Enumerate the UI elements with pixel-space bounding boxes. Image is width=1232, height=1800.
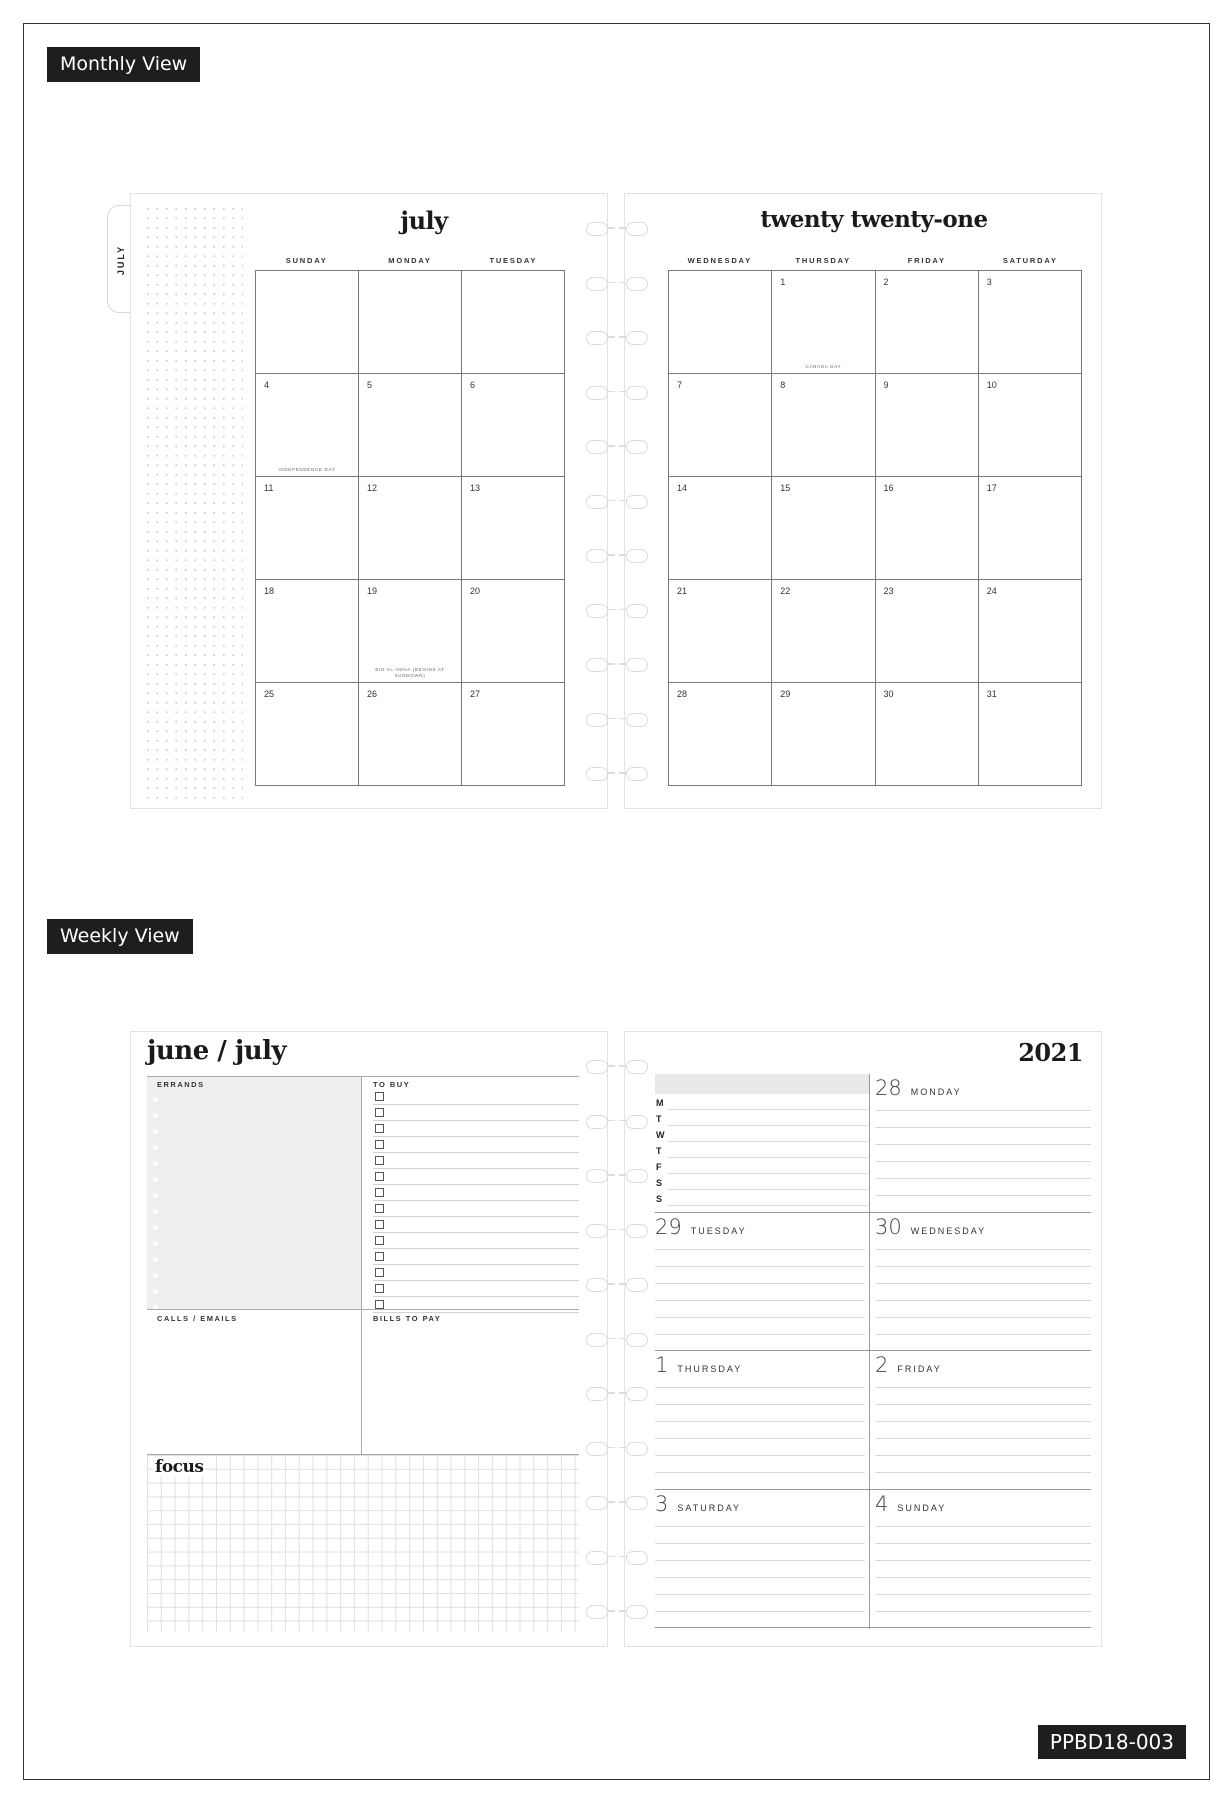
calendar-day-cell[interactable]: [256, 271, 359, 374]
day-number: 5: [367, 380, 373, 390]
binder-disc-icon: [586, 604, 608, 618]
binder-disc-icon: [626, 331, 648, 345]
day-number: 24: [986, 586, 997, 596]
errands-block: [147, 1077, 361, 1309]
errand-bullet: [153, 1209, 158, 1214]
day-name: SATURDAY: [677, 1502, 742, 1513]
writing-line[interactable]: [875, 1283, 1091, 1284]
errand-bullet: [153, 1097, 158, 1102]
calendar-day-cell[interactable]: [256, 580, 359, 683]
writing-line[interactable]: [875, 1300, 1091, 1301]
weekday-header: MONDAY: [388, 256, 432, 265]
calendar-day-cell[interactable]: [772, 683, 875, 786]
overview-rule: [667, 1109, 867, 1110]
calendar-day-cell[interactable]: [462, 580, 565, 683]
day-header: [875, 1078, 962, 1099]
calendar-day-cell[interactable]: [979, 271, 1082, 374]
calendar-day-cell[interactable]: [669, 374, 772, 477]
errand-bullet: [153, 1289, 158, 1294]
day-number: 21: [677, 586, 688, 596]
writing-line[interactable]: [875, 1543, 1091, 1544]
month-tab-label: JULY: [116, 244, 126, 276]
day-number: 28: [875, 1076, 902, 1100]
to-buy-row: [373, 1105, 579, 1121]
checkbox[interactable]: [375, 1252, 384, 1261]
day-number: 20: [470, 586, 481, 596]
day-header: [875, 1491, 947, 1516]
binder-disc-icon: [586, 1496, 608, 1510]
overview-rule: [667, 1189, 867, 1190]
writing-line[interactable]: [655, 1455, 865, 1456]
binder-disc-icon: [586, 1387, 608, 1401]
holiday-note: EID AL-ADHA (BEGINS AT SUNDOWN): [375, 667, 445, 678]
weekday-header: THURSDAY: [795, 256, 851, 265]
writing-line[interactable]: [655, 1404, 865, 1405]
checkbox[interactable]: [375, 1140, 384, 1149]
binder-disc-icon: [626, 277, 648, 291]
checkbox[interactable]: [375, 1124, 384, 1133]
day-number: 9: [883, 380, 889, 390]
day-number: 8: [780, 380, 786, 390]
weekly-view-label: Weekly View: [47, 919, 193, 954]
day-name: FRIDAY: [897, 1364, 942, 1374]
writing-line[interactable]: [875, 1421, 1091, 1422]
day-number: 2: [875, 1353, 889, 1377]
row-separator: [655, 1212, 1091, 1213]
year-label: 2021: [1018, 1038, 1083, 1067]
writing-line[interactable]: [655, 1560, 865, 1561]
weekday-letter: W: [656, 1130, 665, 1140]
writing-line[interactable]: [875, 1127, 1091, 1128]
checkbox[interactable]: [375, 1092, 384, 1101]
year-title: twenty twenty-one: [760, 206, 988, 233]
binder-disc-icon: [586, 386, 608, 400]
day-header: [655, 1214, 747, 1239]
calendar-day-cell[interactable]: [772, 580, 875, 683]
binder-disc-icon: [626, 604, 648, 618]
binder-disc-icon: [626, 1169, 648, 1183]
writing-line[interactable]: [655, 1387, 865, 1388]
to-buy-row: [373, 1137, 579, 1153]
day-number: 29: [780, 689, 791, 699]
calendar-day-cell[interactable]: [876, 271, 979, 374]
to-buy-row: [373, 1249, 579, 1265]
focus-grid[interactable]: [147, 1454, 579, 1632]
day-number: 13: [470, 483, 481, 493]
writing-line[interactable]: [875, 1611, 1091, 1612]
checkbox[interactable]: [375, 1172, 384, 1181]
binder-disc-icon: [586, 658, 608, 672]
writing-line[interactable]: [655, 1300, 865, 1301]
row-separator: [655, 1489, 1091, 1490]
to-buy-row: [373, 1297, 579, 1313]
writing-line[interactable]: [655, 1472, 865, 1473]
to-buy-row: [373, 1233, 579, 1249]
writing-line[interactable]: [655, 1266, 865, 1267]
binder-disc-icon: [626, 1442, 648, 1456]
calendar-day-cell[interactable]: [876, 580, 979, 683]
binder-disc-icon: [626, 440, 648, 454]
writing-line[interactable]: [875, 1161, 1091, 1162]
day-number: 12: [367, 483, 378, 493]
weekday-header: FRIDAY: [907, 256, 946, 265]
binder-disc-icon: [626, 1115, 648, 1129]
writing-line[interactable]: [655, 1577, 865, 1578]
day-number: 26: [367, 689, 378, 699]
weekly-right-page: [624, 1031, 1102, 1647]
day-number: 22: [780, 586, 791, 596]
weekday-letter: M: [656, 1098, 664, 1108]
binder-disc-icon: [626, 1224, 648, 1238]
calendar-day-cell[interactable]: [979, 477, 1082, 580]
writing-line[interactable]: [875, 1455, 1091, 1456]
day-number: 30: [883, 689, 894, 699]
writing-line[interactable]: [655, 1317, 865, 1318]
week-overview-header: [655, 1074, 869, 1094]
day-number: 11: [264, 483, 274, 493]
writing-line[interactable]: [875, 1594, 1091, 1595]
binder-disc-icon: [586, 549, 608, 563]
errand-bullet: [153, 1193, 158, 1198]
writing-line[interactable]: [875, 1526, 1091, 1527]
writing-line[interactable]: [875, 1404, 1091, 1405]
weekday-header: WEDNESDAY: [687, 256, 752, 265]
product-code-badge: PPBD18-003: [1038, 1725, 1186, 1759]
calls-emails-label: CALLS / EMAILS: [157, 1314, 238, 1323]
monthly-left-page: [130, 193, 608, 809]
calendar-day-cell[interactable]: [256, 477, 359, 580]
day-number: 10: [986, 380, 997, 390]
calendar-day-cell[interactable]: [979, 580, 1082, 683]
writing-line[interactable]: [655, 1438, 865, 1439]
to-buy-label: TO BUY: [373, 1080, 411, 1089]
calendar-day-cell[interactable]: [772, 271, 875, 374]
binder-disc-icon: [626, 1496, 648, 1510]
monthly-view-label: Monthly View: [47, 47, 200, 82]
writing-line[interactable]: [875, 1249, 1091, 1250]
row-separator: [655, 1627, 1091, 1628]
writing-line[interactable]: [875, 1144, 1091, 1145]
calendar-day-cell[interactable]: [876, 683, 979, 786]
binder-disc-icon: [586, 1278, 608, 1292]
holiday-note: INDEPENDENCE DAY: [278, 466, 336, 472]
errand-bullet: [153, 1177, 158, 1182]
errand-bullet: [153, 1257, 158, 1262]
calendar-day-cell[interactable]: [359, 683, 462, 786]
weekly-left-page: [130, 1031, 608, 1647]
day-number: 15: [780, 483, 791, 493]
weekday-letter: T: [656, 1146, 662, 1156]
calendar-day-cell[interactable]: [772, 477, 875, 580]
calendar-day-cell[interactable]: [462, 374, 565, 477]
bills-label: BILLS TO PAY: [373, 1314, 442, 1323]
holiday-note: CANADA DAY: [805, 363, 842, 369]
writing-line[interactable]: [875, 1178, 1091, 1179]
month-title: july: [400, 206, 448, 235]
calendar-day-cell[interactable]: [256, 683, 359, 786]
writing-line[interactable]: [875, 1438, 1091, 1439]
weekday-letter: T: [656, 1114, 662, 1124]
day-number: 4: [264, 380, 270, 390]
writing-line[interactable]: [875, 1195, 1091, 1196]
overview-rule: [667, 1125, 867, 1126]
errand-bullet: [153, 1273, 158, 1278]
binder-disc-icon: [586, 495, 608, 509]
day-number: 6: [470, 380, 476, 390]
focus-label: focus: [155, 1457, 204, 1477]
binder-disc-icon: [586, 1224, 608, 1238]
calendar-day-cell[interactable]: [359, 374, 462, 477]
calendar-day-cell[interactable]: [359, 271, 462, 374]
to-buy-row: [373, 1265, 579, 1281]
calendar-day-cell[interactable]: [669, 580, 772, 683]
to-buy-row: [373, 1201, 579, 1217]
day-number: 28: [677, 689, 688, 699]
binder-disc-icon: [626, 767, 648, 781]
day-number: 17: [986, 483, 997, 493]
calendar-grid-right: [668, 270, 1082, 786]
overview-rule: [667, 1205, 867, 1206]
binder-disc-icon: [626, 549, 648, 563]
day-number: 27: [470, 689, 481, 699]
binder-disc-icon: [626, 1551, 648, 1565]
writing-line[interactable]: [655, 1526, 865, 1527]
mid-rule: [147, 1309, 579, 1310]
errand-bullet: [153, 1241, 158, 1246]
overview-rule: [667, 1173, 867, 1174]
to-buy-row: [373, 1185, 579, 1201]
checkbox[interactable]: [375, 1156, 384, 1165]
day-number: 1: [655, 1353, 669, 1377]
day-number: 7: [677, 380, 683, 390]
checkbox[interactable]: [375, 1188, 384, 1197]
to-buy-row: [373, 1169, 579, 1185]
weekly-title: june / july: [147, 1036, 287, 1066]
day-number: 1: [780, 277, 786, 287]
calendar-day-cell[interactable]: [876, 477, 979, 580]
calendar-day-cell[interactable]: [462, 683, 565, 786]
binder-disc-icon: [586, 1442, 608, 1456]
writing-line[interactable]: [875, 1110, 1091, 1111]
binder-disc-icon: [626, 1060, 648, 1074]
day-number: 19: [367, 586, 378, 596]
binder-disc-icon: [626, 1605, 648, 1619]
checkbox[interactable]: [375, 1236, 384, 1245]
day-number: 14: [677, 483, 688, 493]
errand-bullet: [153, 1113, 158, 1118]
checkbox[interactable]: [375, 1268, 384, 1277]
writing-line[interactable]: [875, 1317, 1091, 1318]
binder-disc-icon: [586, 1333, 608, 1347]
calendar-day-cell[interactable]: [979, 683, 1082, 786]
overview-rule: [667, 1141, 867, 1142]
day-number: 29: [655, 1214, 682, 1239]
day-header: [875, 1214, 987, 1239]
binder-disc-icon: [586, 1115, 608, 1129]
errands-label: ERRANDS: [157, 1080, 205, 1089]
calendar-day-cell[interactable]: [669, 271, 772, 374]
calendar-day-cell[interactable]: [462, 477, 565, 580]
writing-line[interactable]: [655, 1249, 865, 1250]
calendar-day-cell[interactable]: [669, 477, 772, 580]
monthly-right-page: [624, 193, 1102, 809]
day-number: 31: [986, 689, 997, 699]
day-header: [655, 1355, 742, 1376]
binder-disc-icon: [626, 222, 648, 236]
to-buy-row: [373, 1153, 579, 1169]
day-name: WEDNESDAY: [910, 1225, 987, 1236]
calendar-day-cell[interactable]: [979, 374, 1082, 477]
binder-disc-icon: [586, 713, 608, 727]
to-buy-row: [373, 1281, 579, 1297]
errand-bullet: [153, 1145, 158, 1150]
writing-line[interactable]: [655, 1543, 865, 1544]
day-number: 3: [986, 277, 992, 287]
calendar-day-cell[interactable]: [669, 683, 772, 786]
day-name: SUNDAY: [897, 1502, 947, 1513]
binder-disc-icon: [626, 1387, 648, 1401]
overview-rule: [667, 1157, 867, 1158]
binder-disc-icon: [626, 658, 648, 672]
writing-line[interactable]: [875, 1334, 1091, 1335]
binder-disc-icon: [626, 1278, 648, 1292]
row-separator: [655, 1350, 1091, 1351]
day-number: 30: [875, 1214, 902, 1239]
day-number: 25: [264, 689, 275, 699]
calendar-grid-left: [255, 270, 565, 786]
binder-disc-icon: [586, 1551, 608, 1565]
calendar-day-cell[interactable]: [772, 374, 875, 477]
calendar-day-cell[interactable]: [359, 580, 462, 683]
writing-line[interactable]: [655, 1611, 865, 1612]
day-number: 16: [883, 483, 894, 493]
weekday-header: SATURDAY: [1002, 256, 1058, 265]
binder-disc-icon: [586, 222, 608, 236]
writing-line[interactable]: [655, 1421, 865, 1422]
writing-line[interactable]: [875, 1577, 1091, 1578]
binder-disc-icon: [586, 1060, 608, 1074]
writing-line[interactable]: [655, 1334, 865, 1335]
day-name: TUESDAY: [690, 1225, 747, 1236]
writing-line[interactable]: [875, 1266, 1091, 1267]
calendar-day-cell[interactable]: [256, 374, 359, 477]
binder-disc-icon: [586, 331, 608, 345]
to-buy-row: [373, 1089, 579, 1105]
checkbox[interactable]: [375, 1204, 384, 1213]
writing-line[interactable]: [875, 1560, 1091, 1561]
errand-bullet: [153, 1161, 158, 1166]
calendar-day-cell[interactable]: [876, 374, 979, 477]
to-buy-row: [373, 1217, 579, 1233]
checkbox[interactable]: [375, 1284, 384, 1293]
binder-disc-icon: [586, 1605, 608, 1619]
weekday-letter: F: [656, 1162, 662, 1172]
checkbox[interactable]: [375, 1220, 384, 1229]
day-number: 3: [655, 1491, 669, 1516]
writing-line[interactable]: [875, 1472, 1091, 1473]
binder-disc-icon: [626, 386, 648, 400]
day-name: THURSDAY: [677, 1364, 743, 1374]
weekday-letter: S: [656, 1194, 663, 1204]
errand-bullet: [153, 1225, 158, 1230]
binder-disc-icon: [586, 440, 608, 454]
binder-disc-icon: [586, 767, 608, 781]
binder-disc-icon: [626, 495, 648, 509]
dot-grid: [143, 204, 243, 800]
checkbox[interactable]: [375, 1108, 384, 1117]
weekday-letter: S: [656, 1178, 663, 1188]
checkbox[interactable]: [375, 1300, 384, 1309]
weekday-header: TUESDAY: [489, 256, 538, 265]
day-number: 2: [883, 277, 889, 287]
center-divider: [361, 1077, 362, 1454]
writing-line[interactable]: [655, 1283, 865, 1284]
errand-bullet: [153, 1129, 158, 1134]
calendar-day-cell[interactable]: [359, 477, 462, 580]
day-header: [875, 1355, 942, 1376]
to-buy-row: [373, 1121, 579, 1137]
day-number: 18: [264, 586, 275, 596]
writing-line[interactable]: [655, 1594, 865, 1595]
binder-disc-icon: [586, 277, 608, 291]
weekday-header: SUNDAY: [285, 256, 328, 265]
day-header: [655, 1491, 742, 1516]
writing-line[interactable]: [875, 1387, 1091, 1388]
day-column-divider: [869, 1074, 870, 1629]
binder-disc-icon: [586, 1169, 608, 1183]
calendar-day-cell[interactable]: [462, 271, 565, 374]
day-number: 23: [883, 586, 894, 596]
binder-disc-icon: [626, 1333, 648, 1347]
day-number: 4: [875, 1491, 889, 1516]
binder-disc-icon: [626, 713, 648, 727]
day-name: MONDAY: [910, 1087, 962, 1097]
